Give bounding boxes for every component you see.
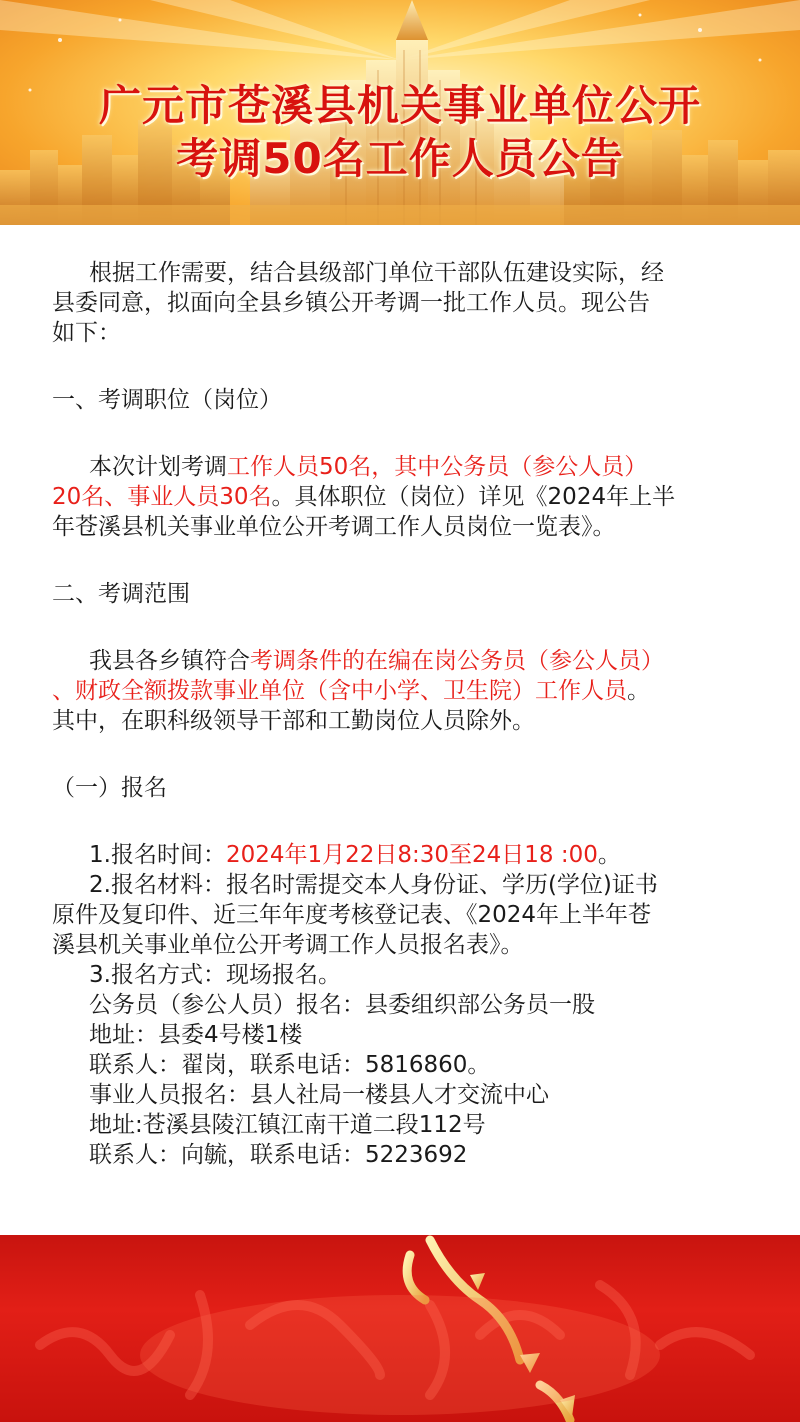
scope-line-2 bbox=[52, 676, 752, 706]
career-staff-address: 地址:苍溪县陵江镇江南干道二段112号 bbox=[89, 1112, 486, 1138]
registration-time-label: 1.报名时间： bbox=[89, 842, 226, 868]
scope-highlight: 考调条件的在编在岗公务员（参公人员） bbox=[250, 648, 664, 674]
positions-highlight: 20名、事业人员30名 bbox=[52, 484, 272, 510]
festive-ribbon-decoration bbox=[0, 1235, 800, 1422]
civil-servant-address: 地址：县委4号楼1楼 bbox=[89, 1022, 303, 1048]
registration-time bbox=[52, 840, 752, 870]
positions-line-3: 年苍溪县机关事业单位公开考调工作人员岗位一览表》。 bbox=[52, 514, 616, 540]
page-title-line-1: 广元市苍溪县机关事业单位公开 bbox=[98, 81, 701, 130]
career-staff-signup: 事业人员报名：县人社局一楼县人才交流中心 bbox=[89, 1082, 549, 1108]
announcement-body bbox=[52, 258, 752, 1170]
intro-line-3: 如下： bbox=[52, 320, 121, 346]
registration-method: 3.报名方式：现场报名。 bbox=[89, 962, 341, 988]
registration-materials-line-1: 2.报名材料：报名时需提交本人身份证、学历(学位)证书 bbox=[89, 872, 658, 898]
registration-materials-line-3: 溪县机关事业单位公开考调工作人员报名表》。 bbox=[52, 932, 524, 958]
intro-line-1: 根据工作需要，结合县级部门单位干部队伍建设实际，经 bbox=[89, 260, 664, 286]
section-heading-scope: 二、考调范围 bbox=[52, 581, 190, 607]
page-title-line-2: 考调50名工作人员公告 bbox=[176, 134, 624, 183]
positions-line-2 bbox=[52, 482, 752, 512]
scope-text: 我县各乡镇符合 bbox=[89, 648, 250, 674]
registration-materials-line-2: 原件及复印件、近三年年度考核登记表、《2024年上半年苍 bbox=[52, 902, 652, 928]
registration-time-end: 。 bbox=[597, 842, 621, 868]
header-banner bbox=[0, 0, 800, 225]
scope-line-3: 其中，在职科级领导干部和工勤岗位人员除外。 bbox=[52, 708, 535, 734]
positions-text: 。具体职位（岗位）详见《2024年上半 bbox=[271, 484, 676, 510]
civil-servant-signup: 公务员（参公人员）报名：县委组织部公务员一股 bbox=[89, 992, 595, 1018]
section-heading-positions: 一、考调职位（岗位） bbox=[52, 387, 282, 413]
intro-line-2: 县委同意，拟面向全县乡镇公开考调一批工作人员。现公告 bbox=[52, 290, 650, 316]
scope-text: 。 bbox=[627, 678, 650, 704]
subsection-heading-registration: （一）报名 bbox=[52, 775, 167, 801]
scope-highlight: 、财政全额拨款事业单位（含中小学、卫生院）工作人员 bbox=[52, 678, 627, 704]
civil-servant-contact: 联系人：翟岗，联系电话：5816860。 bbox=[89, 1052, 491, 1078]
footer-decoration bbox=[0, 1235, 800, 1422]
career-staff-contact: 联系人：向毓，联系电话：5223692 bbox=[89, 1142, 468, 1168]
scope-line-1 bbox=[52, 646, 752, 676]
positions-line-1 bbox=[52, 452, 752, 482]
registration-time-value: 2024年1月22日8:30至24日18 :00 bbox=[225, 842, 598, 868]
positions-highlight: 工作人员50名，其中公务员（参公人员） bbox=[227, 454, 648, 480]
positions-text: 本次计划考调 bbox=[89, 454, 227, 480]
